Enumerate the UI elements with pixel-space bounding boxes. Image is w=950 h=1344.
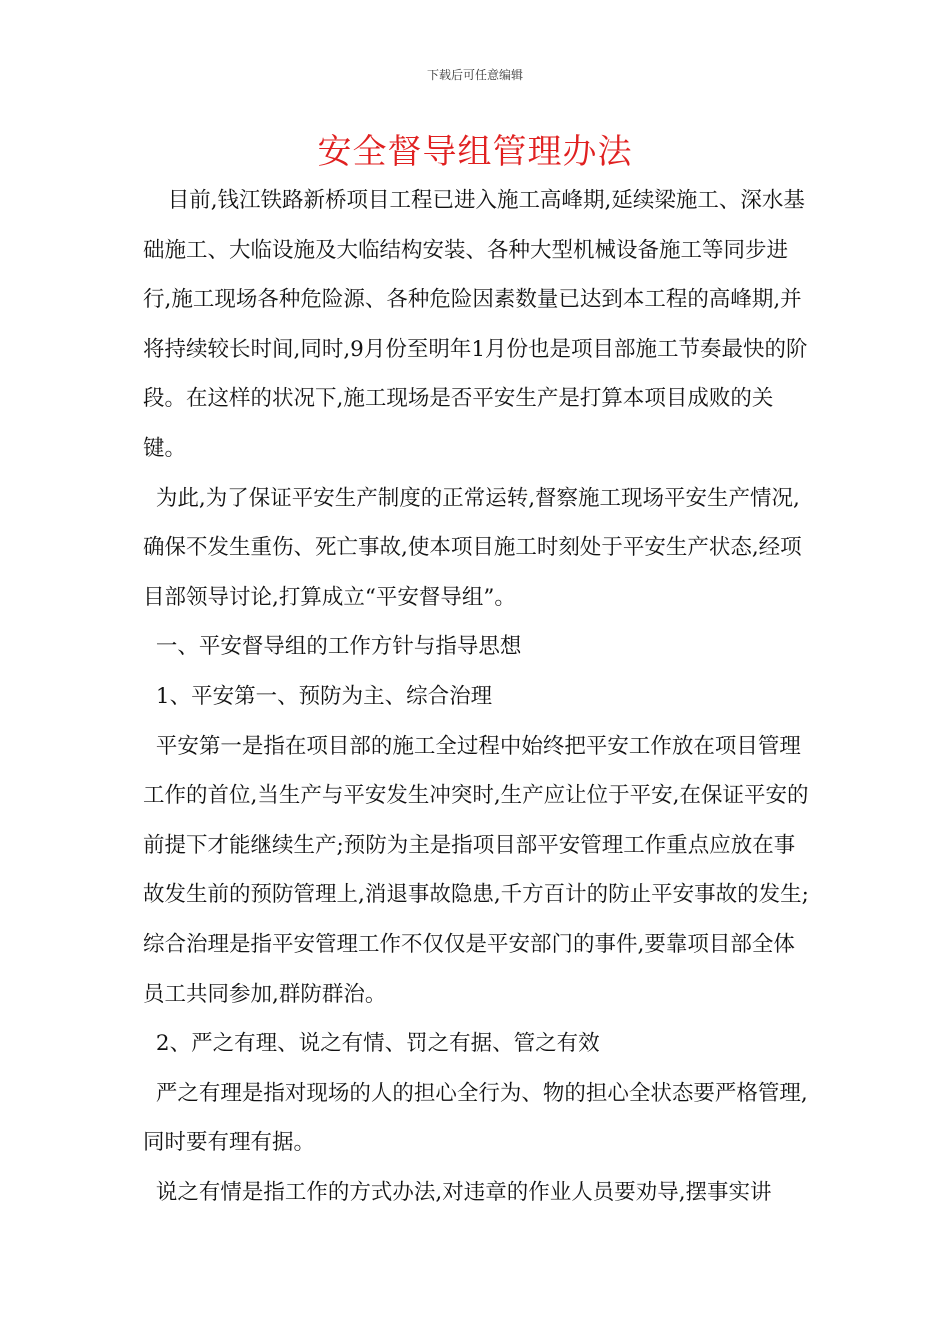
- page-header: 下载后可任意编辑: [426, 68, 523, 82]
- document-title: 安全督导组管理办法: [317, 132, 633, 172]
- paragraph-safety-first: 平安第一是指在项目部的施工全过程中始终把平安工作放在项目管理工作的首位,当生产与平安发生冲突时,生产应让位于平安,在保证平安的前提下才能继续生产;预防为主是指项目部平安管理工作重点应放在事故发生前的预防管理上,消退事故隐患,千方百计的防止平安事故的发生;综合治理是指平安管理工作不仅仅是平安部门的事件,要靠项目部全体员工共同参加,群防群治。: [143, 733, 809, 1007]
- subsection-heading: 1、平安第一、预防为主、综合治理: [155, 683, 493, 709]
- document-body: [143, 176, 811, 1217]
- paragraph-persuasion: 说之有情是指工作的方式办法,对违章的作业人员要劝导,摆事实讲: [155, 1179, 772, 1205]
- paragraph-intro: 目前,钱江铁路新桥项目工程已进入施工高峰期,延续梁施工、深水基础施工、大临设施及大临结构安装、各种大型机械设备施工等同步进行,施工现场各种危险源、各种危险因素数量已达到本工程的高峰期,并将持续较长时间,同时,9月份至明年1月份也是项目部施工节奏最快的阶段。在这样的状况下,施工现场是否平安生产是打算本项目成败的关键。: [143, 188, 808, 461]
- subsection-heading: 2、严之有理、说之有情、罚之有据、管之有效: [155, 1031, 600, 1057]
- section-heading: 一、平安督导组的工作方针与指导思想: [155, 634, 522, 660]
- paragraph-purpose: 为此,为了保证平安生产制度的正常运转,督察施工现场平安生产情况,确保不发生重伤、死亡事故,使本项目施工时刻处于平安生产状态,经项目部领导讨论,打算成立“平安督导组”。: [143, 485, 802, 610]
- paragraph-strict-management: 严之有理是指对现场的人的担心全行为、物的担心全状态要严格管理,同时要有理有据。: [143, 1080, 808, 1156]
